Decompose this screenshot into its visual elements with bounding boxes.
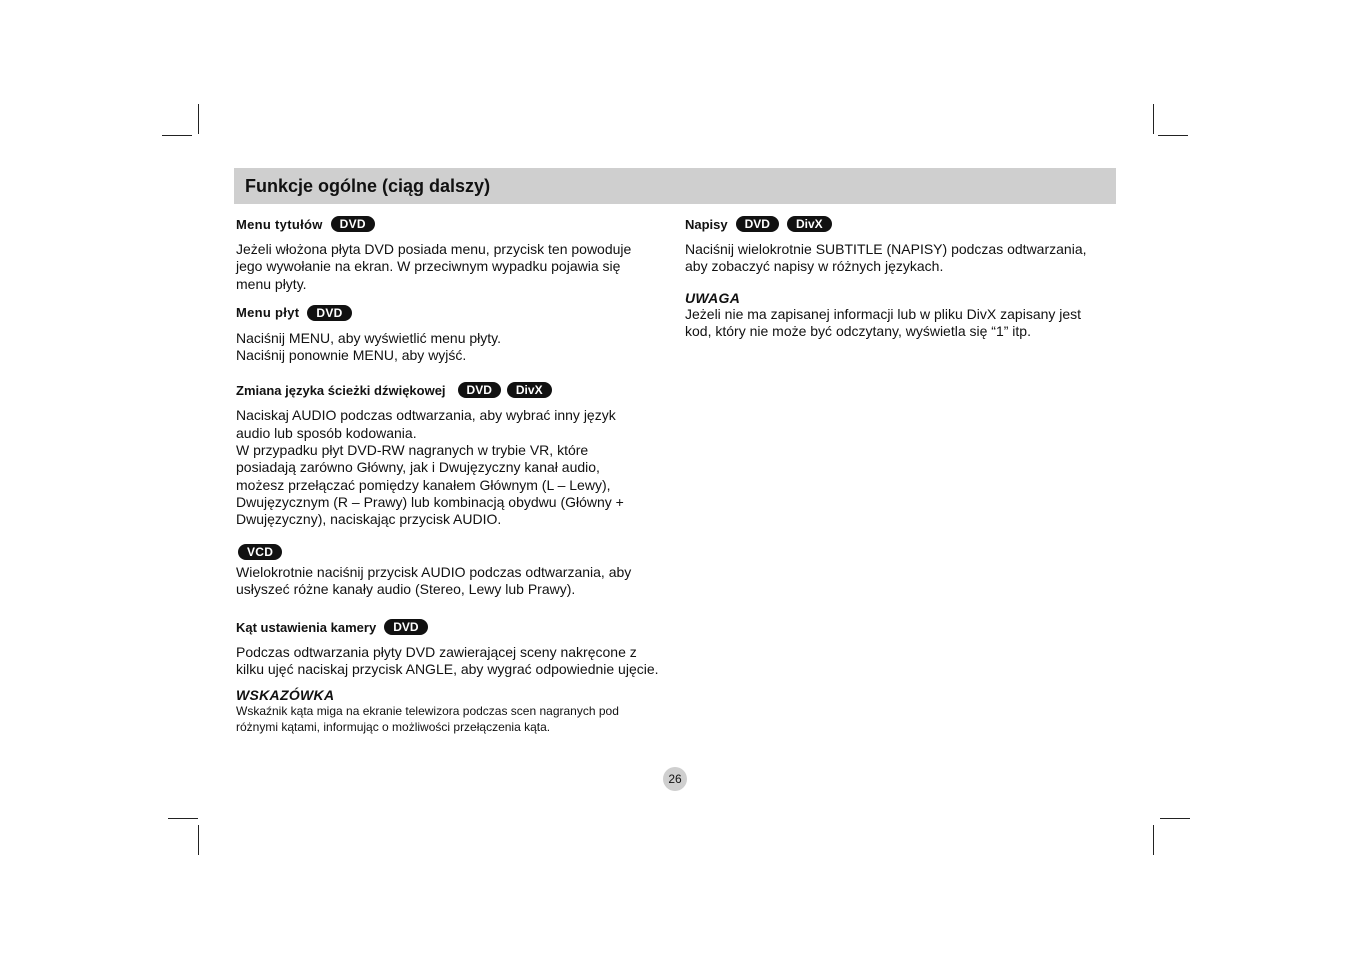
dvd-badge: DVD [307,305,351,321]
note-text: Jeżeli nie ma zapisanej informacji lub w pliku DivX zapisany jest kod, który nie może być odczytany, wyświetla się “1” itp. [685,305,1082,339]
page-title [245,176,490,197]
dvd-badge: DVD [331,216,375,232]
dvd-badge: DVD [736,216,779,232]
paragraph: Wielokrotnie naciśnij przycisk AUDIO podczas odtwarzania, aby usłyszeć różne kanały audio (Stereo, Lewy lub Prawy). [236,563,632,597]
crop-mark [1160,818,1190,819]
section-title: Napisy [685,216,728,232]
section-title: Kąt ustawienia kamery [236,619,377,635]
tip-box [236,687,666,735]
divx-badge: DivX [507,382,552,398]
vcd-badge: VCD [238,544,282,560]
left-column [236,214,666,735]
section-vcd [236,542,666,599]
section-menu-titles [236,214,666,293]
crop-mark [1158,135,1188,136]
page-title-sub: (ciąg dalszy) [382,176,491,196]
section-subtitles [685,214,1115,276]
section-header [234,168,1116,204]
crop-mark [198,104,199,134]
crop-mark [198,825,199,855]
note-title: UWAGA [685,289,741,306]
section-audio-language [236,380,666,528]
paragraph: Jeżeli włożona płyta DVD posiada menu, przycisk ten powoduje jego wywołanie na ekran. W przeciwnym wypadku pojawia się menu płyty. [236,241,632,292]
crop-mark [168,818,198,819]
paragraph: Naciskaj AUDIO podczas odtwarzania, aby wybrać inny język audio lub sposób kodowania. W przypadku płyt DVD-RW nagranych w trybie VR, które posiadają zarówno Główny, jak i Dwujęzyczny kanał audio, możesz przełączać pomiędzy kanałem Głównym (L – Lewy), Dwujęzycznym (R – Prawy) lub kombinacją obydwu (Główny + Dwujęzyczny), naciskając przycisk AUDIO. [236,407,624,528]
paragraph: Naciśnij MENU, aby wyświetlić menu płyty. Naciśnij ponownie MENU, aby wyjść. [236,329,502,364]
section-menu-discs [236,303,666,365]
tip-title: WSKAZÓWKA [236,686,335,703]
note-box [685,290,1115,341]
dvd-badge: DVD [384,619,427,635]
section-title: Menu tytułów [236,216,323,232]
crop-mark [162,135,192,136]
right-column [685,214,1115,340]
page-title-main: Funkcje ogólne [245,176,378,196]
divx-badge: DivX [787,216,832,232]
crop-mark [1153,104,1154,134]
section-title: Zmiana języka ścieżki dźwiękowej [236,382,446,398]
section-title: Menu płyt [236,305,300,321]
tip-text: Wskaźnik kąta miga na ekranie telewizora podczas scen nagranych pod różnymi kątami, informując o możliwości przełączenia kąta. [236,703,619,734]
dvd-badge: DVD [458,382,501,398]
paragraph: Podczas odtwarzania płyty DVD zawierającej sceny nakręcone z kilku ujęć naciskaj przycisk ANGLE, aby wygrać odpowiednie ujęcie. [236,644,659,678]
page-number: 26 [663,767,687,791]
paragraph: Naciśnij wielokrotnie SUBTITLE (NAPISY) podczas odtwarzania, aby zobaczyć napisy w różnych językach. [685,241,1087,275]
section-camera-angle [236,617,666,679]
crop-mark [1153,825,1154,855]
